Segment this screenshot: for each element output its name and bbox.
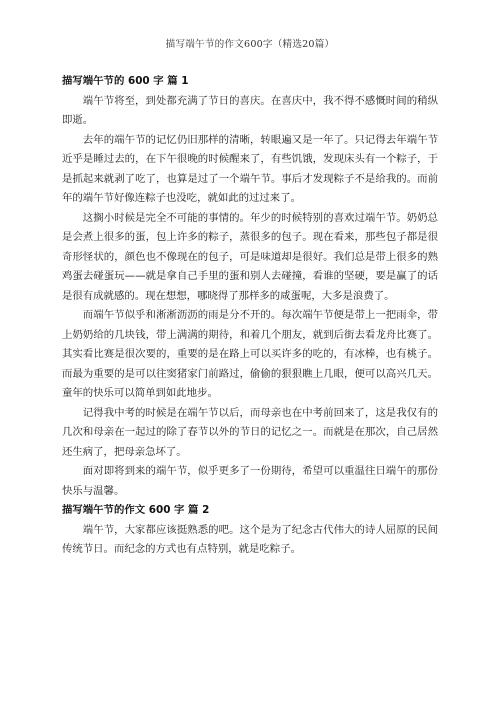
essay-section-1 (62, 72, 438, 501)
section-heading: 描写端午节的 600 字 篇 1 (62, 75, 189, 87)
paragraph: 这搁小时候是完全不可能的事情的。年少的时候特别的喜欢过端午节。奶奶总是会煮上很多的蛋，包上许多的粽子，蒸很多的包子。现在看来，那些包子都是很奇形怪状的，颜色也不像现在的包子，可是味道却是很好。我们总是带上很多的熟鸡蛋去碰蛋玩——就是拿自己手里的蛋和别人去碰撞，看谁的坚硬，要是赢了的话是很有成就感的。现在想想，哪晓得了那样多的咸蛋呢，大多是浪费了。 (62, 211, 438, 302)
paragraph: 端午节将至，到处都充满了节日的喜庆。在喜庆中，我不得不感慨时间的稍纵即逝。 (62, 94, 438, 126)
paragraph: 去年的端午节的记忆仍旧那样的清晰，转眼遍又是一年了。只记得去年端午节近乎是睡过去的，在下午很晚的时候醒来了，有些饥饿，发现床头有一个粽子，于是抓起来就剥了吃了，也算是过了一个端午节。事后才发现粽子不是给我的。而前年的端午节好像连粽子也没吃，就如此的过过来了。 (62, 133, 438, 204)
essay-section-2 (62, 501, 438, 560)
section-heading: 描写端午节的作文 600 字 篇 2 (62, 504, 210, 516)
document-title: 描写端午节的作文600字（精选20篇） (165, 39, 335, 50)
paragraph: 端午节，大家都应该挺熟悉的吧。这个是为了纪念古代伟大的诗人屈原的民间传统节日。而纪念的方式也有点特别，就是吃粽子。 (62, 523, 438, 555)
paragraph: 而端午节似乎和淅淅沥沥的雨是分不开的。每次端午节便是带上一把雨伞，带上奶奶给的几块钱，带上满满的期待，和着几个朋友，就到后街去看龙舟比赛了。其实看比赛是很次要的，重要的是在路上可以买许多的吃的，有冰棒，也有桃子。而最为重要的是可以往窦猪家门前路过，偷偷的狠狠瞧上几眼，便可以高兴几天。童年的快乐可以简单到如此地步。 (62, 309, 438, 399)
paragraph: 记得我中考的时候是在端午节以后，而母亲也在中考前回来了，这是我仅有的几次和母亲在一起过的除了春节以外的节日的记忆之一。而就是在那次，自己居然还生病了，把母亲急坏了。 (62, 406, 438, 458)
paragraph: 面对即将到来的端午节，似乎更多了一份期待，希望可以重温往日端午的那份快乐与温馨。 (62, 465, 438, 497)
